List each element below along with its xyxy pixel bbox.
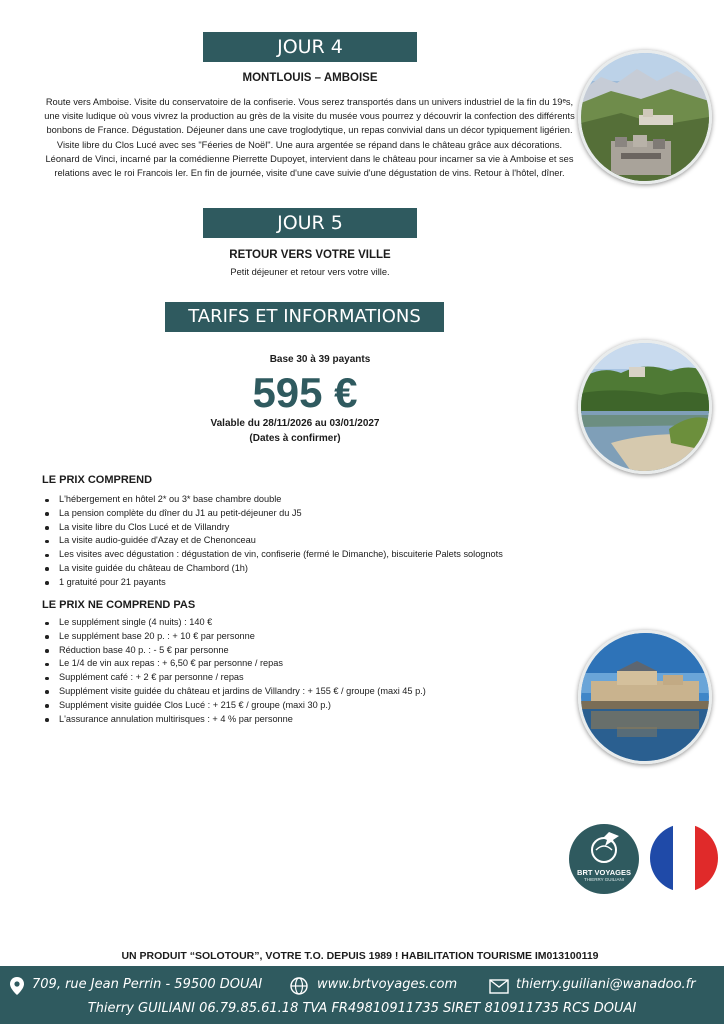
- price-validity: Valable du 28/11/2026 au 03/01/2027: [210, 418, 380, 429]
- french-flag-icon: [650, 824, 718, 892]
- list-item: 1 gratuité pour 21 payants: [42, 576, 503, 590]
- day4-banner: [203, 32, 417, 62]
- list-item: L'assurance annulation multirisques : + 4 % par personne: [42, 713, 426, 727]
- tarifs-banner-label: TARIFS ET INFORMATIONS: [188, 306, 421, 327]
- globe-icon: [290, 977, 308, 995]
- tagline: UN PRODUIT “SOLOTOUR”, VOTRE T.O. DEPUIS 1989 ! HABILITATION TOURISME IM013100119: [121, 950, 599, 962]
- footer-website[interactable]: www.brtvoyages.com: [317, 977, 458, 992]
- list-item: Supplément visite guidée Clos Lucé : + 215 € / groupe (maxi 30 p.): [42, 699, 426, 713]
- list-item: Le supplément single (4 nuits) : 140 €: [42, 616, 426, 630]
- list-item: Le supplément base 20 p. : + 10 € par personne: [42, 630, 426, 644]
- footer-address: 709, rue Jean Perrin - 59500 DOUAI: [32, 977, 263, 992]
- list-item: La visite guidée du château de Chambord (1h): [42, 562, 503, 576]
- day5-banner: [203, 208, 417, 238]
- price-note: (Dates à confirmer): [249, 433, 341, 444]
- list-item: Supplément visite guidée du château et jardins de Villandry : + 155 € / groupe (maxi 45 p.): [42, 685, 426, 699]
- excludes-title: LE PRIX NE COMPREND PAS: [42, 599, 196, 611]
- footer-email[interactable]: thierry.guiliani@wanadoo.fr: [516, 977, 696, 992]
- logo-name: BRT VOYAGES: [577, 868, 631, 877]
- brt-voyages-logo: [569, 824, 639, 894]
- list-item: La pension complète du dîner du J1 au petit-déjeuner du J5: [42, 507, 503, 521]
- plane-icon: [569, 824, 639, 866]
- price-value: 595 €: [252, 369, 358, 416]
- list-item: Réduction base 40 p. : - 5 € par personne: [42, 644, 426, 658]
- includes-list: [42, 493, 503, 590]
- day4-description: Route vers Amboise. Visite du conservatoire de la confiserie. Vous serez transportés dans un univers industriel de la fin du 19ᵉs, une visite ludique où vous vivrez la production au grès de la visite du musée vous pourrez y découvrir la confection des différents bonbons de France. Dégustation. Déjeuner dans une cave troglodytique, un repas convivial dans un décor typiquement ligérien. Visite libre du Clos Lucé avec ses "Féeries de Noël". Une aura argentée se répand dans le château grâce aux décorations. Léonard de Vinci, incarné par la comédienne Pierrette Dupoyet, intervient dans le château pour incarner sa vie à Amboise et ses relations avec le roi Francois Ier. En fin de journée, visite d'une cave suivie d'une dégustation de vins. Retour à l'hôtel, dîner.: [44, 97, 575, 179]
- day4-banner-label: JOUR 4: [277, 36, 343, 58]
- river-landscape-photo: [578, 340, 712, 474]
- logo-subname: THIERRY GUILIANI: [583, 877, 625, 882]
- includes-title: LE PRIX COMPREND: [42, 474, 153, 486]
- chateau-amboise-photo: [578, 630, 712, 764]
- day4-subtitle: MONTLOUIS – AMBOISE: [242, 72, 378, 84]
- list-item: Le 1/4 de vin aux repas : + 6,50 € par personne / repas: [42, 657, 426, 671]
- day5-banner-label: JOUR 5: [277, 212, 343, 234]
- list-item: La visite audio-guidée d'Azay et de Chenonceau: [42, 534, 503, 548]
- day5-description: Petit déjeuner et retour vers votre ville.: [230, 267, 390, 277]
- list-item: Supplément café : + 2 € par personne / repas: [42, 671, 426, 685]
- envelope-icon: [489, 979, 509, 994]
- tarifs-banner: [165, 302, 444, 332]
- day5-subtitle: RETOUR VERS VOTRE VILLE: [229, 249, 391, 261]
- price-base: Base 30 à 39 payants: [269, 354, 371, 365]
- list-item: La visite libre du Clos Lucé et de Villandry: [42, 521, 503, 535]
- map-pin-icon: [10, 977, 24, 995]
- mountain-village-photo: [578, 50, 712, 184]
- list-item: Les visites avec dégustation : dégustation de vin, confiserie (fermé le Dimanche), biscuiterie Palets solognots: [42, 548, 503, 562]
- excludes-list: [42, 616, 426, 726]
- footer: [0, 966, 724, 1024]
- list-item: L'hébergement en hôtel 2* ou 3* base chambre double: [42, 493, 503, 507]
- footer-legal: Thierry GUILIANI 06.79.85.61.18 TVA FR49810911735 SIRET 810911735 RCS DOUAI: [87, 1001, 637, 1016]
